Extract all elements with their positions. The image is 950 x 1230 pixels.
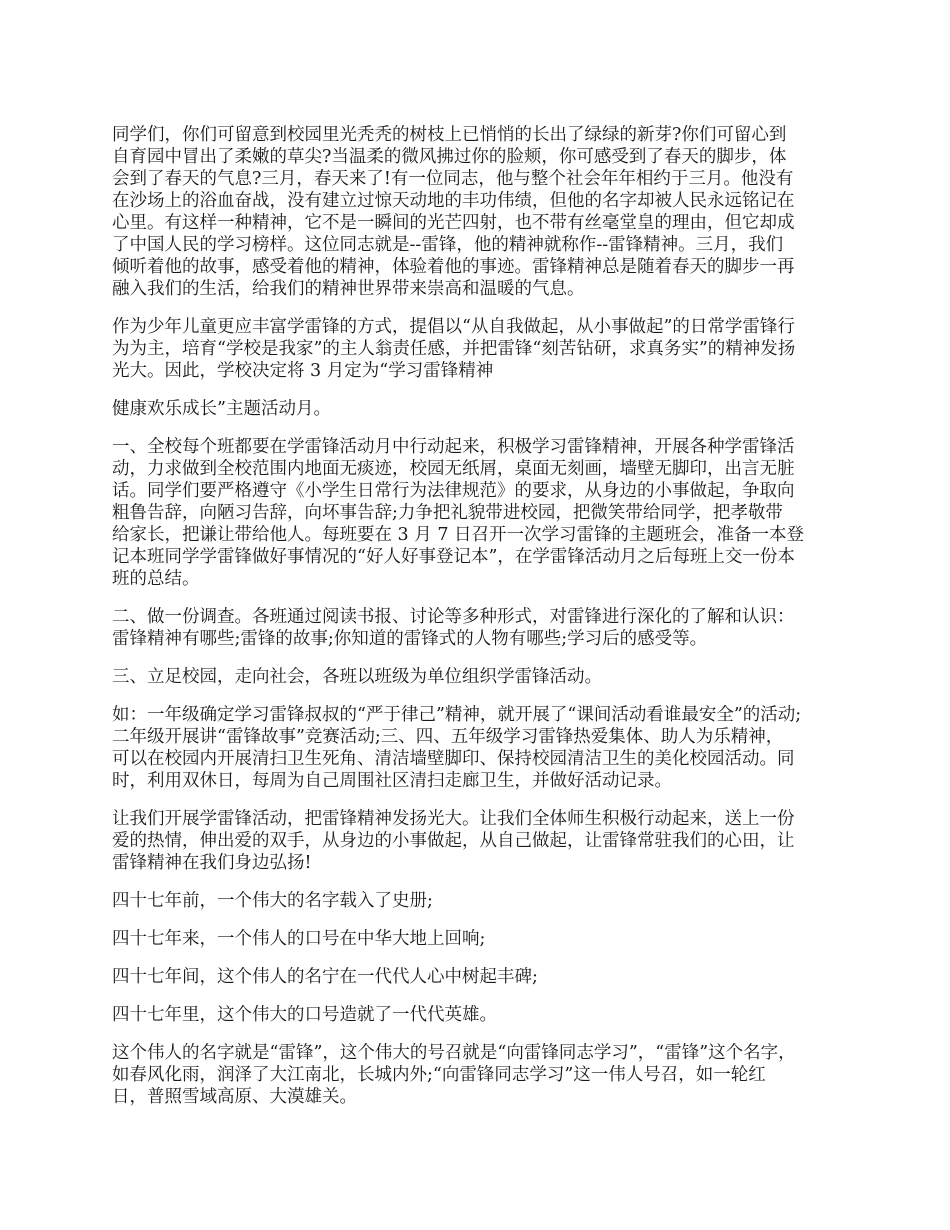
document-page [112, 124, 842, 1124]
paragraph-learning-methods: 作为少年儿童更应丰富学雷锋的方式，提倡以“从自我做起，从小事做起”的日常学雷锋行 为为主，培育“学校是我家”的主人翁责任感，并把雷锋“刻苦钻研，求真务实”的精神发扬 光大。因此，学校决定将 3 月定为“学习雷锋精神 [112, 317, 796, 381]
paragraph-theme-month: 健康欢乐成长”主题活动月。 [112, 399, 331, 419]
paragraph-conclusion: 这个伟人的名字就是“雷锋”，这个伟大的号召就是“向雷锋同志学习”，“雷锋”这个名字， 如春风化雨，润泽了大江南北，长城内外;“向雷锋同志学习”这一伟人号召，如一轮红 日，普照雪域高原、大漠雄关。 [112, 1043, 796, 1107]
paragraph-call-to-action: 让我们开展学雷锋活动，把雷锋精神发扬光大。让我们全体师生积极行动起来，送上一份 爱的热情，伸出爱的双手，从身边的小事做起，从自己做起，让雷锋常驻我们的心田，让 雷锋精神在我们身边弘扬! [112, 809, 795, 873]
paragraph-verse-3: 四十七年间，这个伟人的名宁在一代代人心中树起丰碑; [112, 967, 538, 987]
paragraph-examples: 如：一年级确定学习雷锋叔叔的“严于律己”精神，就开展了“课间活动看谁最安全”的活动; 二年级开展讲“雷锋故事”竞赛活动;三、四、五年级学习雷锋热爱集体、助人为乐精神， 可以在校园内开展清扫卫生死角、清洁墙壁脚印、保持校园清洁卫生的美化校园活动。同 时，利用双休日，每周为自己周围社区清扫走廊卫生，并做好活动记录。 [112, 705, 802, 791]
paragraph-item-two: 二、做一份调查。各班通过阅读书报、讨论等多种形式，对雷锋进行深化的了解和认识： 雷锋精神有哪些;雷锋的故事;你知道的雷锋式的人物有哪些;学习后的感受等。 [112, 607, 795, 649]
paragraph-item-one: 一、全校每个班都要在学雷锋活动月中行动起来，积极学习雷锋精神，开展各种学雷锋活 动，力求做到全校范围内地面无痰迹，校园无纸屑，桌面无刻画，墙壁无脚印，出言无脏 话。同学们要严格遵守《小学生日常行为法律规范》的要求，从身边的小事做起，争取向 粗鲁告辞，向陋习告辞，向坏事告辞;力争把礼貌带进校园，把微笑带给同学，把孝敬带 给家长，把谦让带给他人。每班要在 3 月 7 日召开一次学习雷锋的主题班会，准备一本登 记本班同学学雷锋做好事情况的“好人好事登记本”，在学雷锋活动月之后每班上交一份本 班的总结。 [112, 437, 805, 589]
paragraph-intro: 同学们，你们可留意到校园里光秃秃的树枝上已悄悄的长出了绿绿的新芽?你们可留心到 自育园中冒出了柔嫩的草尖?当温柔的微风拂过你的脸颊，你可感受到了春天的脚步，体 会到了春天的气息?三月，春天来了!有一位同志，他与整个社会年年相约于三月。他没有 在沙场上的浴血奋战，没有建立过惊天动地的丰功伟绩，但他的名字却被人民永远铭记在 心里。有这样一种精神，它不是一瞬间的光芒四射，也不带有丝毫堂皇的理由，但它却成 了中国人民的学习榜样。这位同志就是--雷锋，他的精神就称作--雷锋精神。三月，我们 倾听着他的故事，感受着他的精神，体验着他的事迹。雷锋精神总是随着春天的脚步一再 融入我们的生活，给我们的精神世界带来崇高和温暖的气息。 [112, 125, 795, 299]
paragraph-verse-4: 四十七年里，这个伟大的口号造就了一代代英雄。 [112, 1005, 497, 1025]
paragraph-item-three: 三、立足校园，走向社会，各班以班级为单位组织学雷锋活动。 [112, 667, 602, 687]
paragraph-verse-1: 四十七年前，一个伟大的名字载入了史册; [112, 891, 433, 911]
paragraph-verse-2: 四十七年来，一个伟人的口号在中华大地上回响; [112, 929, 486, 949]
